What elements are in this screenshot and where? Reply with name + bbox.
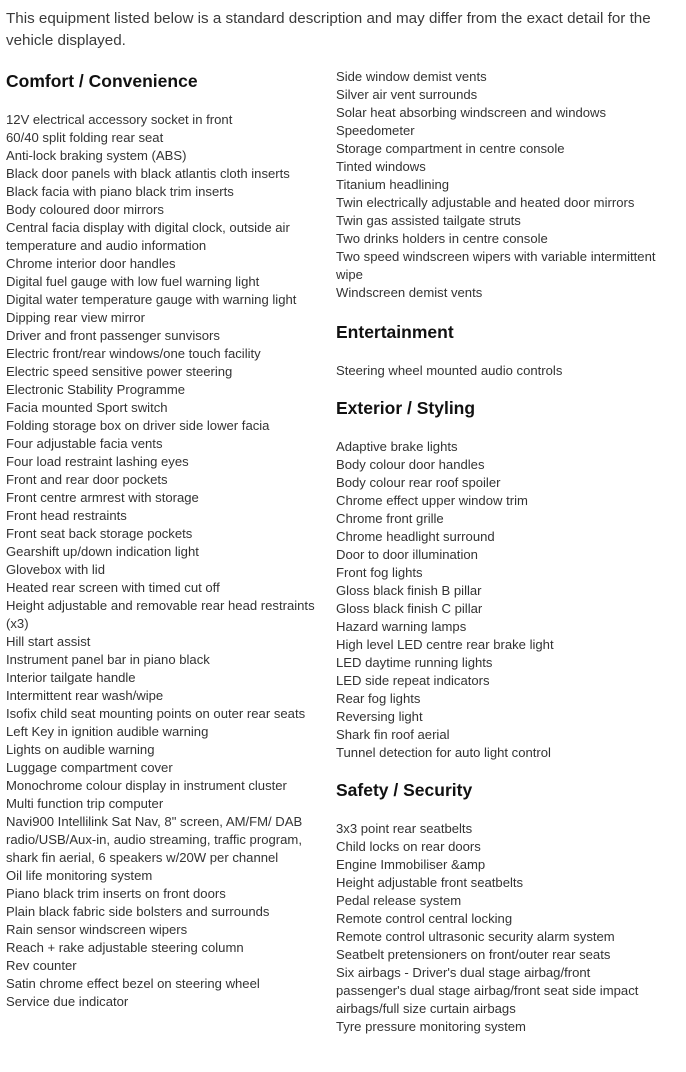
- intro-text: This equipment listed below is a standard description and may differ from the exact detail for the vehicle displayed.: [6, 10, 651, 49]
- list-item: Lights on audible warning: [6, 742, 155, 757]
- list-item: Dipping rear view mirror: [6, 310, 145, 325]
- list-item: Windscreen demist vents: [336, 285, 483, 300]
- list-item: Electric front/rear windows/one touch facility: [6, 346, 261, 361]
- list-item: Gearshift up/down indication light: [6, 544, 199, 559]
- list-item: Child locks on rear doors: [336, 839, 481, 854]
- list-item: Speedometer: [336, 123, 415, 138]
- list-item: Electronic Stability Programme: [6, 382, 186, 397]
- list-item: Facia mounted Sport switch: [6, 400, 168, 415]
- list-item: Two drinks holders in centre console: [336, 231, 548, 246]
- list-item: Navi900 Intellilink Sat Nav, 8" screen, AM/FM/ DAB radio/USB/Aux-in, audio streaming, traffic program, shark fin aerial, 6 speakers w/20W per channel: [6, 814, 303, 865]
- list-item: Front and rear door pockets: [6, 472, 168, 487]
- list-item: Reach + rake adjustable steering column: [6, 940, 244, 955]
- list-item: Black door panels with black atlantis cloth inserts: [6, 166, 290, 181]
- list-item: Rev counter: [6, 958, 77, 973]
- list-item: Four load restraint lashing eyes: [6, 454, 189, 469]
- list-item: Shark fin roof aerial: [336, 727, 450, 742]
- list-item: Storage compartment in centre console: [336, 141, 565, 156]
- list-item: Folding storage box on driver side lower facia: [6, 418, 270, 433]
- list-item: Hazard warning lamps: [336, 619, 467, 634]
- list-item: Gloss black finish B pillar: [336, 583, 482, 598]
- list-item: Height adjustable front seatbelts: [336, 875, 524, 890]
- list-item: Interior tailgate handle: [6, 670, 136, 685]
- list-item: Seatbelt pretensioners on front/outer rear seats: [336, 947, 611, 962]
- list-item: Solar heat absorbing windscreen and windows: [336, 105, 607, 120]
- safety-list: [336, 820, 656, 1036]
- list-item: Engine Immobiliser &amp: [336, 857, 486, 872]
- list-item: Pedal release system: [336, 893, 462, 908]
- list-item: Driver and front passenger sunvisors: [6, 328, 220, 343]
- list-item: High level LED centre rear brake light: [336, 637, 554, 652]
- list-item: Adaptive brake lights: [336, 439, 458, 454]
- list-item: Height adjustable and removable rear head restraints (x3): [6, 598, 315, 631]
- list-item: Intermittent rear wash/wipe: [6, 688, 164, 703]
- list-item: Side window demist vents: [336, 69, 487, 84]
- comfort-list: [6, 111, 326, 1011]
- list-item: Body colour rear roof spoiler: [336, 475, 501, 490]
- list-item: Silver air vent surrounds: [336, 87, 478, 102]
- right-column: [336, 68, 656, 1036]
- list-item: Digital water temperature gauge with warning light: [6, 292, 297, 307]
- list-item: Reversing light: [336, 709, 423, 724]
- list-item: Six airbags - Driver's dual stage airbag/front passenger's dual stage airbag/front seat side impact airbags/full size curtain airbags: [336, 965, 639, 1016]
- list-item: Chrome front grille: [336, 511, 444, 526]
- list-item: 12V electrical accessory socket in front: [6, 112, 233, 127]
- exterior-list: [336, 438, 656, 762]
- list-item: Piano black trim inserts on front doors: [6, 886, 226, 901]
- list-item: Body colour door handles: [336, 457, 485, 472]
- list-item: Black facia with piano black trim inserts: [6, 184, 234, 199]
- list-item: Rear fog lights: [336, 691, 421, 706]
- list-item: Front seat back storage pockets: [6, 526, 193, 541]
- list-item: Rain sensor windscreen wipers: [6, 922, 188, 937]
- list-item: Monochrome colour display in instrument cluster: [6, 778, 287, 793]
- list-item: Front fog lights: [336, 565, 423, 580]
- list-item: Anti-lock braking system (ABS): [6, 148, 187, 163]
- list-item: 60/40 split folding rear seat: [6, 130, 164, 145]
- list-item: Plain black fabric side bolsters and surrounds: [6, 904, 270, 919]
- list-item: Service due indicator: [6, 994, 129, 1009]
- list-item: Left Key in ignition audible warning: [6, 724, 209, 739]
- list-item: Central facia display with digital clock, outside air temperature and audio information: [6, 220, 290, 253]
- list-item: Chrome headlight surround: [336, 529, 495, 544]
- exterior-heading: Exterior / Styling: [336, 398, 476, 418]
- list-item: Digital fuel gauge with low fuel warning light: [6, 274, 260, 289]
- list-item: Titanium headlining: [336, 177, 450, 192]
- list-item: LED side repeat indicators: [336, 673, 490, 688]
- list-item: Glovebox with lid: [6, 562, 105, 577]
- list-item: Isofix child seat mounting points on outer rear seats: [6, 706, 306, 721]
- list-item: Steering wheel mounted audio controls: [336, 363, 563, 378]
- list-item: Twin electrically adjustable and heated door mirrors: [336, 195, 635, 210]
- entertainment-list: [336, 362, 656, 380]
- list-item: Gloss black finish C pillar: [336, 601, 483, 616]
- list-item: Door to door illumination: [336, 547, 478, 562]
- list-item: Hill start assist: [6, 634, 91, 649]
- list-item: Multi function trip computer: [6, 796, 164, 811]
- list-item: Body coloured door mirrors: [6, 202, 164, 217]
- list-item: Tyre pressure monitoring system: [336, 1019, 526, 1034]
- left-column: [6, 64, 326, 1011]
- list-item: Chrome effect upper window trim: [336, 493, 528, 508]
- list-item: Twin gas assisted tailgate struts: [336, 213, 521, 228]
- list-item: Chrome interior door handles: [6, 256, 176, 271]
- list-item: Remote control ultrasonic security alarm system: [336, 929, 615, 944]
- list-item: Satin chrome effect bezel on steering wheel: [6, 976, 260, 991]
- list-item: Oil life monitoring system: [6, 868, 153, 883]
- list-item: Remote control central locking: [336, 911, 513, 926]
- list-item: Electric speed sensitive power steering: [6, 364, 233, 379]
- list-item: Heated rear screen with timed cut off: [6, 580, 220, 595]
- list-item: 3x3 point rear seatbelts: [336, 821, 473, 836]
- comfort-list-continued: [336, 68, 656, 302]
- comfort-heading: Comfort / Convenience: [6, 71, 198, 91]
- list-item: Four adjustable facia vents: [6, 436, 163, 451]
- entertainment-heading: Entertainment: [336, 322, 454, 342]
- list-item: Tinted windows: [336, 159, 426, 174]
- list-item: Two speed windscreen wipers with variable intermittent wipe: [336, 249, 656, 282]
- list-item: Tunnel detection for auto light control: [336, 745, 551, 760]
- safety-heading: Safety / Security: [336, 780, 473, 800]
- list-item: Instrument panel bar in piano black: [6, 652, 210, 667]
- list-item: Luggage compartment cover: [6, 760, 173, 775]
- list-item: LED daytime running lights: [336, 655, 493, 670]
- list-item: Front head restraints: [6, 508, 127, 523]
- list-item: Front centre armrest with storage: [6, 490, 199, 505]
